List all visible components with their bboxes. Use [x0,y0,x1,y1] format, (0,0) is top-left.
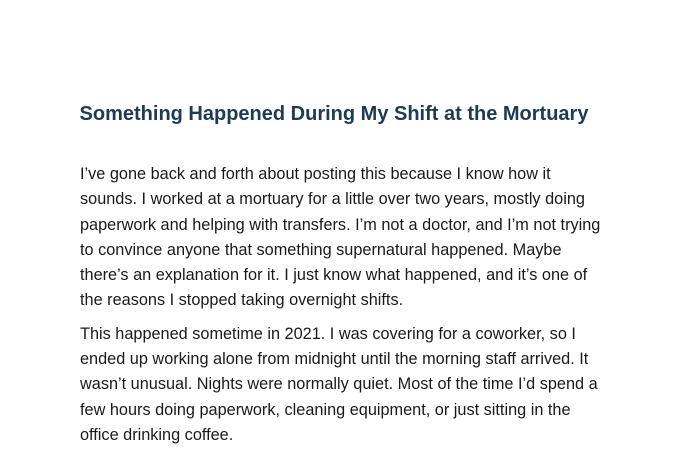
document-title: Something Happened During My Shift at the Mortuary [79,103,589,125]
paragraph-1: I’ve gone back and forth about posting this because I know how it sounds. I worked at a mortuary for a little over two years, mostly doing paperwork and helping with transfers. I’m not a doctor, and I’m not trying to convince anyone that something supernatural happened. Maybe there’s an explanation for it. I just know what happened, and it’s one of the reasons I stopped taking overnight shifts. [80,165,601,310]
paragraph-2: This happened sometime in 2021. I was covering for a coworker, so I ended up working alone from midnight until the morning staff arrived. It wasn’t unusual. Nights were normally quiet. Most of the time I’d spend a few hours doing paperwork, cleaning equipment, or just sitting in the office drinking coffee. [80,324,598,444]
document-body [80,162,610,456]
